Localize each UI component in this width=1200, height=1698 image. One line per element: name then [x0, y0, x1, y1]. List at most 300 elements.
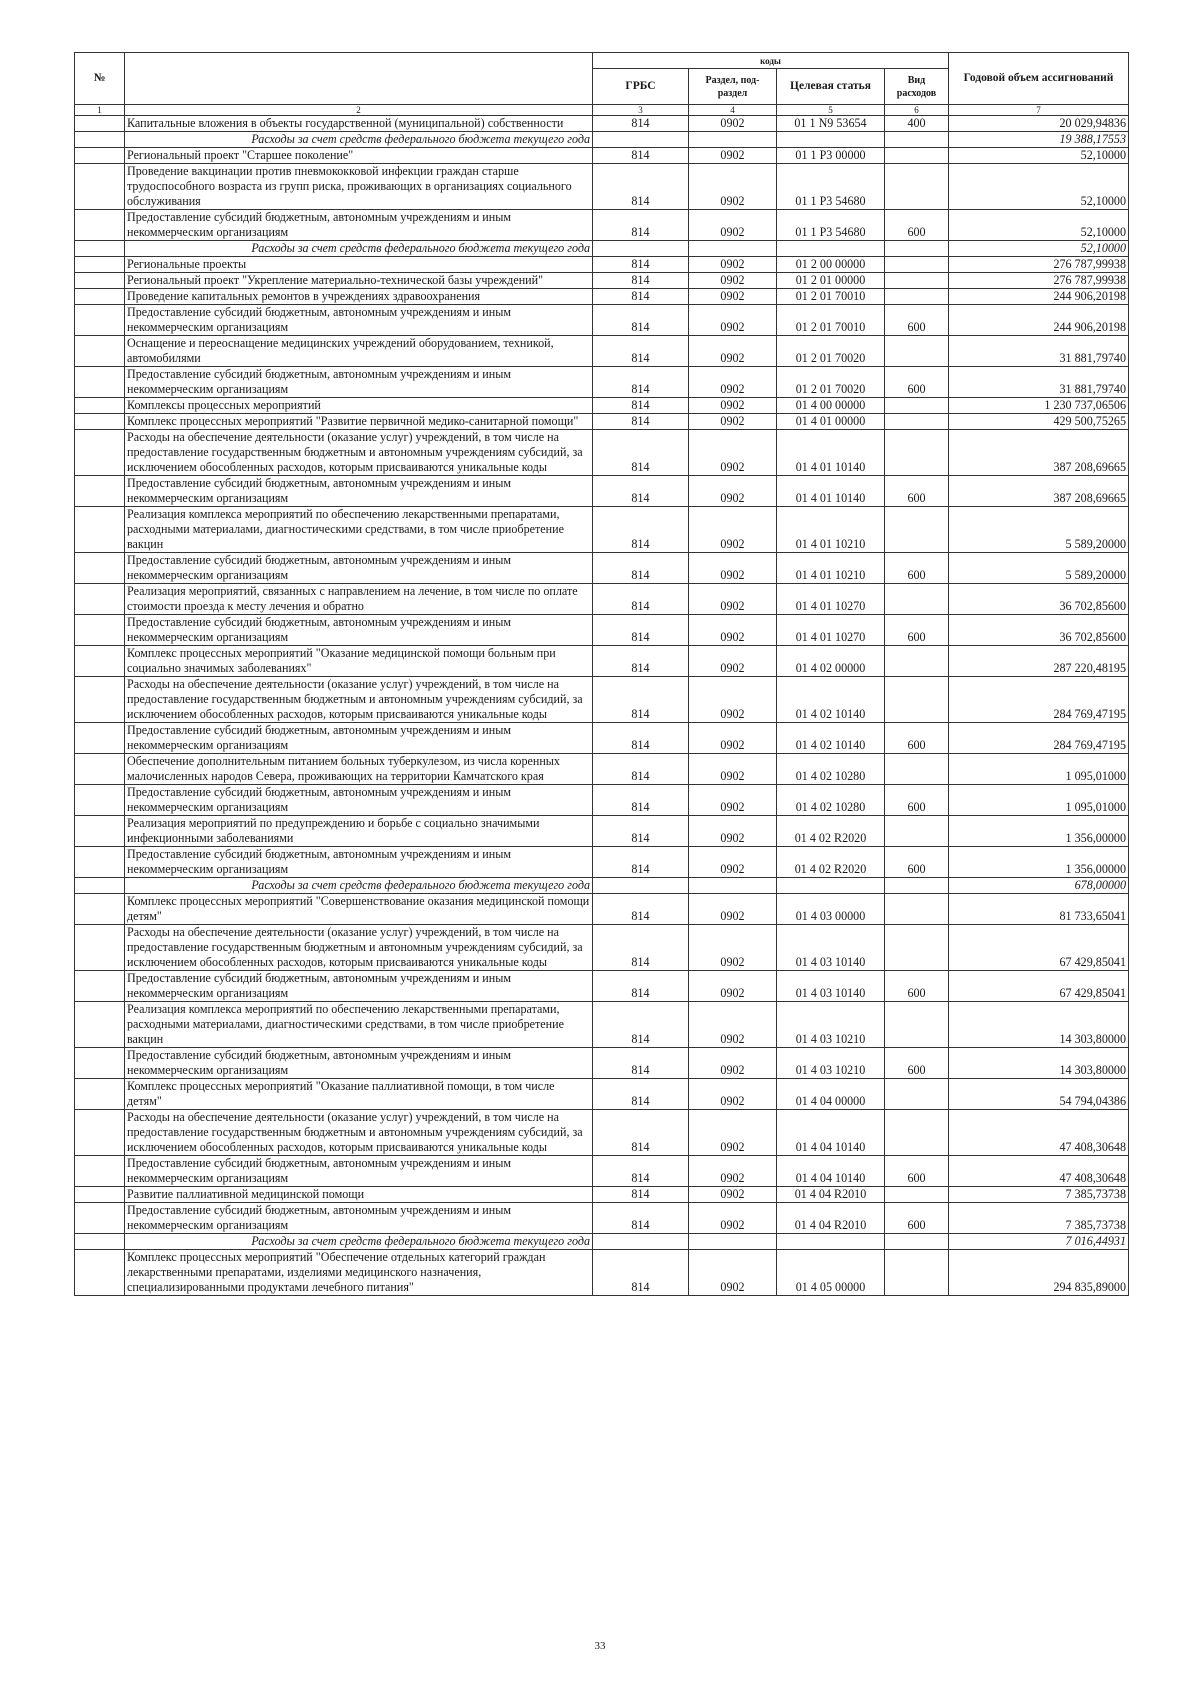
row-kind: [885, 1110, 949, 1156]
table-row: [75, 1110, 1129, 1156]
row-amount: 276 787,99938: [949, 273, 1129, 289]
row-name: Предоставление субсидий бюджетным, автономным учреждениям и иным некоммерческим организациям: [125, 305, 593, 336]
row-section: 0902: [689, 754, 777, 785]
row-target: [777, 132, 885, 148]
table-row: [75, 1203, 1129, 1234]
row-number: [75, 414, 125, 430]
row-grbs: 814: [593, 476, 689, 507]
row-section: 0902: [689, 785, 777, 816]
row-section: 0902: [689, 1110, 777, 1156]
row-section: 0902: [689, 367, 777, 398]
table-row: [75, 615, 1129, 646]
row-kind: 600: [885, 367, 949, 398]
row-grbs: 814: [593, 1156, 689, 1187]
row-number: [75, 646, 125, 677]
row-number: [75, 971, 125, 1002]
row-name: Предоставление субсидий бюджетным, автономным учреждениям и иным некоммерческим организациям: [125, 1048, 593, 1079]
row-section: 0902: [689, 116, 777, 132]
row-name: Предоставление субсидий бюджетным, автономным учреждениям и иным некоммерческим организациям: [125, 615, 593, 646]
row-section: 0902: [689, 414, 777, 430]
table-row: [75, 677, 1129, 723]
row-name: Расходы за счет средств федерального бюджета текущего года: [125, 878, 593, 894]
row-name: Предоставление субсидий бюджетным, автономным учреждениям и иным некоммерческим организациям: [125, 723, 593, 754]
row-name: Обеспечение дополнительным питанием больных туберкулезом, из числа коренных малочисленных народов Севера, проживающих на территории Камчатского края: [125, 754, 593, 785]
row-grbs: 814: [593, 553, 689, 584]
row-amount: 31 881,79740: [949, 336, 1129, 367]
row-kind: [885, 148, 949, 164]
row-section: 0902: [689, 553, 777, 584]
row-number: [75, 847, 125, 878]
row-kind: [885, 1002, 949, 1048]
header-grbs: ГРБС: [593, 69, 689, 105]
table-row: [75, 336, 1129, 367]
table-row: [75, 367, 1129, 398]
row-grbs: 814: [593, 646, 689, 677]
row-name: Расходы на обеспечение деятельности (оказание услуг) учреждений, в том числе на предоставление государственным бюджетным и автономным учреждениям субсидий, за исключением обособленных расходов, которым присваиваются уникальные коды: [125, 1110, 593, 1156]
row-kind: [885, 132, 949, 148]
table-row: [75, 1187, 1129, 1203]
row-grbs: 814: [593, 1002, 689, 1048]
table-row: [75, 1048, 1129, 1079]
row-number: [75, 1048, 125, 1079]
row-kind: 600: [885, 1203, 949, 1234]
row-amount: 287 220,48195: [949, 646, 1129, 677]
row-number: [75, 148, 125, 164]
table-row: [75, 1002, 1129, 1048]
row-section: 0902: [689, 847, 777, 878]
header-kind: Вид расходов: [885, 69, 949, 105]
row-target: 01 4 03 10140: [777, 971, 885, 1002]
row-name: Предоставление субсидий бюджетным, автономным учреждениям и иным некоммерческим организациям: [125, 847, 593, 878]
row-kind: 600: [885, 305, 949, 336]
row-name: Расходы на обеспечение деятельности (оказание услуг) учреждений, в том числе на предоставление государственным бюджетным и автономным учреждениям субсидий, за исключением обособленных расходов, которым присваиваются уникальные коды: [125, 925, 593, 971]
row-name: Расходы за счет средств федерального бюджета текущего года: [125, 241, 593, 257]
row-number: [75, 430, 125, 476]
row-name: Региональный проект "Старшее поколение": [125, 148, 593, 164]
row-amount: 14 303,80000: [949, 1048, 1129, 1079]
row-amount: 678,00000: [949, 878, 1129, 894]
row-amount: 47 408,30648: [949, 1110, 1129, 1156]
row-name: Предоставление субсидий бюджетным, автономным учреждениям и иным некоммерческим организациям: [125, 1156, 593, 1187]
row-target: 01 4 02 00000: [777, 646, 885, 677]
row-amount: 7 385,73738: [949, 1203, 1129, 1234]
table-row: [75, 925, 1129, 971]
row-amount: 276 787,99938: [949, 257, 1129, 273]
row-target: 01 4 04 00000: [777, 1079, 885, 1110]
row-target: 01 2 00 00000: [777, 257, 885, 273]
row-number: [75, 1156, 125, 1187]
row-number: [75, 615, 125, 646]
row-target: 01 4 02 10140: [777, 677, 885, 723]
row-kind: 600: [885, 1156, 949, 1187]
row-amount: 20 029,94836: [949, 116, 1129, 132]
row-amount: 19 388,17553: [949, 132, 1129, 148]
row-name: Расходы за счет средств федерального бюджета текущего года: [125, 132, 593, 148]
table-row: [75, 816, 1129, 847]
row-target: 01 4 01 10270: [777, 584, 885, 615]
table-row: [75, 1079, 1129, 1110]
row-name: Региональные проекты: [125, 257, 593, 273]
row-target: 01 4 00 00000: [777, 398, 885, 414]
row-number: [75, 164, 125, 210]
row-grbs: [593, 1234, 689, 1250]
row-amount: 284 769,47195: [949, 677, 1129, 723]
table-row: [75, 1250, 1129, 1296]
row-number: [75, 1187, 125, 1203]
table-row: [75, 289, 1129, 305]
row-kind: [885, 584, 949, 615]
row-number: [75, 507, 125, 553]
row-number: [75, 241, 125, 257]
row-number: [75, 754, 125, 785]
row-target: 01 4 02 R2020: [777, 816, 885, 847]
table-row: [75, 210, 1129, 241]
column-number: 2: [125, 105, 593, 116]
row-grbs: 814: [593, 847, 689, 878]
row-grbs: 814: [593, 289, 689, 305]
row-target: 01 4 02 10280: [777, 785, 885, 816]
row-name: Комплекс процессных мероприятий "Оказание паллиативной помощи, в том числе детям": [125, 1079, 593, 1110]
row-kind: [885, 164, 949, 210]
row-number: [75, 723, 125, 754]
table-row: [75, 553, 1129, 584]
row-grbs: 814: [593, 414, 689, 430]
row-amount: 31 881,79740: [949, 367, 1129, 398]
header-section: Раздел, под-раздел: [689, 69, 777, 105]
row-kind: [885, 507, 949, 553]
row-section: 0902: [689, 148, 777, 164]
row-section: 0902: [689, 1002, 777, 1048]
row-name: Расходы за счет средств федерального бюджета текущего года: [125, 1234, 593, 1250]
row-section: 0902: [689, 305, 777, 336]
row-grbs: 814: [593, 507, 689, 553]
row-target: [777, 878, 885, 894]
page-number: 33: [594, 1640, 606, 1652]
row-section: 0902: [689, 1156, 777, 1187]
row-kind: [885, 1250, 949, 1296]
row-name: Предоставление субсидий бюджетным, автономным учреждениям и иным некоммерческим организациям: [125, 476, 593, 507]
row-section: 0902: [689, 257, 777, 273]
row-amount: 52,10000: [949, 148, 1129, 164]
row-kind: [885, 816, 949, 847]
row-amount: 1 095,01000: [949, 754, 1129, 785]
appropriations-table: [74, 52, 1129, 1296]
table-row: [75, 894, 1129, 925]
row-amount: 244 906,20198: [949, 305, 1129, 336]
table-row: [75, 723, 1129, 754]
row-grbs: 814: [593, 305, 689, 336]
row-kind: [885, 878, 949, 894]
row-name: Комплекс процессных мероприятий "Совершенствование оказания медицинской помощи детям": [125, 894, 593, 925]
row-kind: [885, 398, 949, 414]
row-grbs: [593, 878, 689, 894]
row-number: [75, 398, 125, 414]
row-target: 01 4 01 10210: [777, 507, 885, 553]
row-name: Расходы на обеспечение деятельности (оказание услуг) учреждений, в том числе на предоставление государственным бюджетным и автономным учреждениям субсидий, за исключением обособленных расходов, которым присваиваются уникальные коды: [125, 430, 593, 476]
row-section: 0902: [689, 1079, 777, 1110]
row-amount: 284 769,47195: [949, 723, 1129, 754]
row-name: Реализация мероприятий, связанных с направлением на лечение, в том числе по оплате стоимости проезда к месту лечения и обратно: [125, 584, 593, 615]
row-section: 0902: [689, 164, 777, 210]
row-grbs: 814: [593, 164, 689, 210]
row-grbs: 814: [593, 398, 689, 414]
row-kind: 600: [885, 723, 949, 754]
row-kind: 600: [885, 615, 949, 646]
row-target: 01 4 04 10140: [777, 1156, 885, 1187]
row-amount: 7 016,44931: [949, 1234, 1129, 1250]
row-section: [689, 878, 777, 894]
row-target: 01 4 03 10210: [777, 1048, 885, 1079]
row-target: 01 4 03 00000: [777, 894, 885, 925]
table-row: [75, 116, 1129, 132]
row-target: 01 4 02 10280: [777, 754, 885, 785]
row-target: 01 4 03 10140: [777, 925, 885, 971]
row-target: [777, 241, 885, 257]
row-section: [689, 241, 777, 257]
row-name: Проведение вакцинации против пневмококковой инфекции граждан старше трудоспособного возраста из групп риска, проживающих в организациях социального обслуживания: [125, 164, 593, 210]
row-name: Предоставление субсидий бюджетным, автономным учреждениям и иным некоммерческим организациям: [125, 553, 593, 584]
table-row: [75, 414, 1129, 430]
row-kind: 600: [885, 847, 949, 878]
row-grbs: 814: [593, 816, 689, 847]
row-amount: 54 794,04386: [949, 1079, 1129, 1110]
table-row: [75, 476, 1129, 507]
row-target: 01 4 05 00000: [777, 1250, 885, 1296]
column-number: 7: [949, 105, 1129, 116]
row-name: Комплекс процессных мероприятий "Обеспечение отдельных категорий граждан лекарственными препаратами, изделиями медицинского назначения, специализированными продуктами лечебного питания": [125, 1250, 593, 1296]
row-grbs: 814: [593, 785, 689, 816]
row-kind: [885, 241, 949, 257]
row-number: [75, 925, 125, 971]
row-section: 0902: [689, 507, 777, 553]
row-target: 01 1 N9 53654: [777, 116, 885, 132]
row-kind: [885, 289, 949, 305]
row-section: 0902: [689, 430, 777, 476]
row-name: Предоставление субсидий бюджетным, автономным учреждениям и иным некоммерческим организациям: [125, 367, 593, 398]
row-kind: [885, 1079, 949, 1110]
row-grbs: 814: [593, 925, 689, 971]
column-numbers-row: [75, 105, 1129, 116]
row-grbs: 814: [593, 336, 689, 367]
row-section: 0902: [689, 723, 777, 754]
row-grbs: 814: [593, 677, 689, 723]
federal-budget-subrow: [75, 241, 1129, 257]
header-name: [125, 53, 593, 105]
table-row: [75, 148, 1129, 164]
row-name: Предоставление субсидий бюджетным, автономным учреждениям и иным некоммерческим организациям: [125, 971, 593, 1002]
column-number: 4: [689, 105, 777, 116]
row-target: 01 1 P3 54680: [777, 164, 885, 210]
row-number: [75, 367, 125, 398]
table-row: [75, 584, 1129, 615]
row-grbs: 814: [593, 367, 689, 398]
row-section: 0902: [689, 894, 777, 925]
row-amount: 244 906,20198: [949, 289, 1129, 305]
row-section: [689, 132, 777, 148]
row-target: 01 2 01 70010: [777, 289, 885, 305]
row-target: 01 4 01 10210: [777, 553, 885, 584]
row-grbs: 814: [593, 210, 689, 241]
header-codes: коды: [593, 53, 949, 69]
row-amount: 81 733,65041: [949, 894, 1129, 925]
table-row: [75, 273, 1129, 289]
row-kind: 600: [885, 553, 949, 584]
table-row: [75, 398, 1129, 414]
column-number: 1: [75, 105, 125, 116]
row-number: [75, 584, 125, 615]
row-section: 0902: [689, 336, 777, 367]
row-name: Комплекс процессных мероприятий "Оказание медицинской помощи больным при социально значимых заболеваниях": [125, 646, 593, 677]
row-section: 0902: [689, 816, 777, 847]
row-grbs: 814: [593, 1048, 689, 1079]
table-row: [75, 257, 1129, 273]
row-target: 01 4 01 10140: [777, 430, 885, 476]
row-number: [75, 476, 125, 507]
row-amount: 7 385,73738: [949, 1187, 1129, 1203]
row-grbs: 814: [593, 430, 689, 476]
table-body: [75, 116, 1129, 1296]
row-name: Проведение капитальных ремонтов в учреждениях здравоохранения: [125, 289, 593, 305]
row-name: Региональный проект "Укрепление материально-технической базы учреждений": [125, 273, 593, 289]
row-name: Реализация мероприятий по предупреждению и борьбе с социально значимыми инфекционными заболеваниями: [125, 816, 593, 847]
row-grbs: [593, 241, 689, 257]
row-target: 01 4 04 10140: [777, 1110, 885, 1156]
row-number: [75, 677, 125, 723]
row-target: 01 4 04 R2010: [777, 1187, 885, 1203]
row-grbs: 814: [593, 584, 689, 615]
row-amount: 5 589,20000: [949, 507, 1129, 553]
row-target: 01 4 03 10210: [777, 1002, 885, 1048]
row-amount: 52,10000: [949, 210, 1129, 241]
column-number: 3: [593, 105, 689, 116]
row-number: [75, 1203, 125, 1234]
row-kind: [885, 894, 949, 925]
row-grbs: 814: [593, 723, 689, 754]
row-number: [75, 1234, 125, 1250]
row-number: [75, 553, 125, 584]
row-amount: 429 500,75265: [949, 414, 1129, 430]
row-number: [75, 1250, 125, 1296]
row-amount: 67 429,85041: [949, 925, 1129, 971]
header-num: №: [75, 53, 125, 105]
row-target: 01 2 01 70020: [777, 367, 885, 398]
row-target: 01 2 01 00000: [777, 273, 885, 289]
row-kind: 600: [885, 785, 949, 816]
row-number: [75, 894, 125, 925]
row-kind: [885, 925, 949, 971]
row-target: 01 1 P3 00000: [777, 148, 885, 164]
row-grbs: 814: [593, 257, 689, 273]
row-amount: 47 408,30648: [949, 1156, 1129, 1187]
row-kind: [885, 414, 949, 430]
row-amount: 36 702,85600: [949, 615, 1129, 646]
row-grbs: 814: [593, 615, 689, 646]
row-grbs: 814: [593, 1079, 689, 1110]
table-row: [75, 785, 1129, 816]
row-section: 0902: [689, 677, 777, 723]
row-number: [75, 305, 125, 336]
row-number: [75, 132, 125, 148]
row-kind: [885, 754, 949, 785]
row-kind: [885, 336, 949, 367]
row-target: 01 2 01 70010: [777, 305, 885, 336]
table-row: [75, 305, 1129, 336]
row-kind: 600: [885, 971, 949, 1002]
row-number: [75, 816, 125, 847]
row-grbs: 814: [593, 1110, 689, 1156]
table-row: [75, 971, 1129, 1002]
row-number: [75, 336, 125, 367]
table-row: [75, 847, 1129, 878]
row-amount: 1 230 737,06506: [949, 398, 1129, 414]
row-amount: 1 095,01000: [949, 785, 1129, 816]
row-section: 0902: [689, 1187, 777, 1203]
row-number: [75, 1079, 125, 1110]
row-amount: 1 356,00000: [949, 847, 1129, 878]
federal-budget-subrow: [75, 1234, 1129, 1250]
row-name: Реализация комплекса мероприятий по обеспечению лекарственными препаратами, расходными материалами, диагностическими средствами, в том числе приобретение вакцин: [125, 1002, 593, 1048]
row-target: 01 4 04 R2010: [777, 1203, 885, 1234]
row-amount: 1 356,00000: [949, 816, 1129, 847]
row-target: 01 4 02 R2020: [777, 847, 885, 878]
row-name: Расходы на обеспечение деятельности (оказание услуг) учреждений, в том числе на предоставление государственным бюджетным и автономным учреждениям субсидий, за исключением обособленных расходов, которым присваиваются уникальные коды: [125, 677, 593, 723]
row-grbs: 814: [593, 1187, 689, 1203]
federal-budget-subrow: [75, 132, 1129, 148]
row-amount: 36 702,85600: [949, 584, 1129, 615]
row-target: 01 4 01 10270: [777, 615, 885, 646]
row-grbs: [593, 132, 689, 148]
row-amount: 387 208,69665: [949, 430, 1129, 476]
row-kind: 400: [885, 116, 949, 132]
row-section: 0902: [689, 584, 777, 615]
row-kind: [885, 273, 949, 289]
row-section: 0902: [689, 1250, 777, 1296]
row-section: 0902: [689, 646, 777, 677]
row-section: 0902: [689, 289, 777, 305]
row-target: 01 4 02 10140: [777, 723, 885, 754]
row-name: Предоставление субсидий бюджетным, автономным учреждениям и иным некоммерческим организациям: [125, 210, 593, 241]
row-target: 01 4 01 00000: [777, 414, 885, 430]
column-number: 5: [777, 105, 885, 116]
row-grbs: 814: [593, 1203, 689, 1234]
row-kind: [885, 1187, 949, 1203]
table-row: [75, 1156, 1129, 1187]
row-kind: 600: [885, 210, 949, 241]
table-row: [75, 164, 1129, 210]
row-section: 0902: [689, 273, 777, 289]
row-number: [75, 1110, 125, 1156]
row-number: [75, 1002, 125, 1048]
row-section: 0902: [689, 1203, 777, 1234]
row-section: 0902: [689, 398, 777, 414]
row-name: Предоставление субсидий бюджетным, автономным учреждениям и иным некоммерческим организациям: [125, 785, 593, 816]
row-kind: 600: [885, 476, 949, 507]
row-amount: 52,10000: [949, 164, 1129, 210]
row-amount: 14 303,80000: [949, 1002, 1129, 1048]
row-name: Реализация комплекса мероприятий по обеспечению лекарственными препаратами, расходными материалами, диагностическими средствами, в том числе приобретение вакцин: [125, 507, 593, 553]
row-grbs: 814: [593, 116, 689, 132]
row-number: [75, 257, 125, 273]
row-kind: [885, 430, 949, 476]
row-number: [75, 878, 125, 894]
row-grbs: 814: [593, 754, 689, 785]
row-amount: 67 429,85041: [949, 971, 1129, 1002]
row-target: 01 4 01 10140: [777, 476, 885, 507]
header-target: Целевая статья: [777, 69, 885, 105]
row-section: 0902: [689, 971, 777, 1002]
row-grbs: 814: [593, 971, 689, 1002]
row-grbs: 814: [593, 894, 689, 925]
